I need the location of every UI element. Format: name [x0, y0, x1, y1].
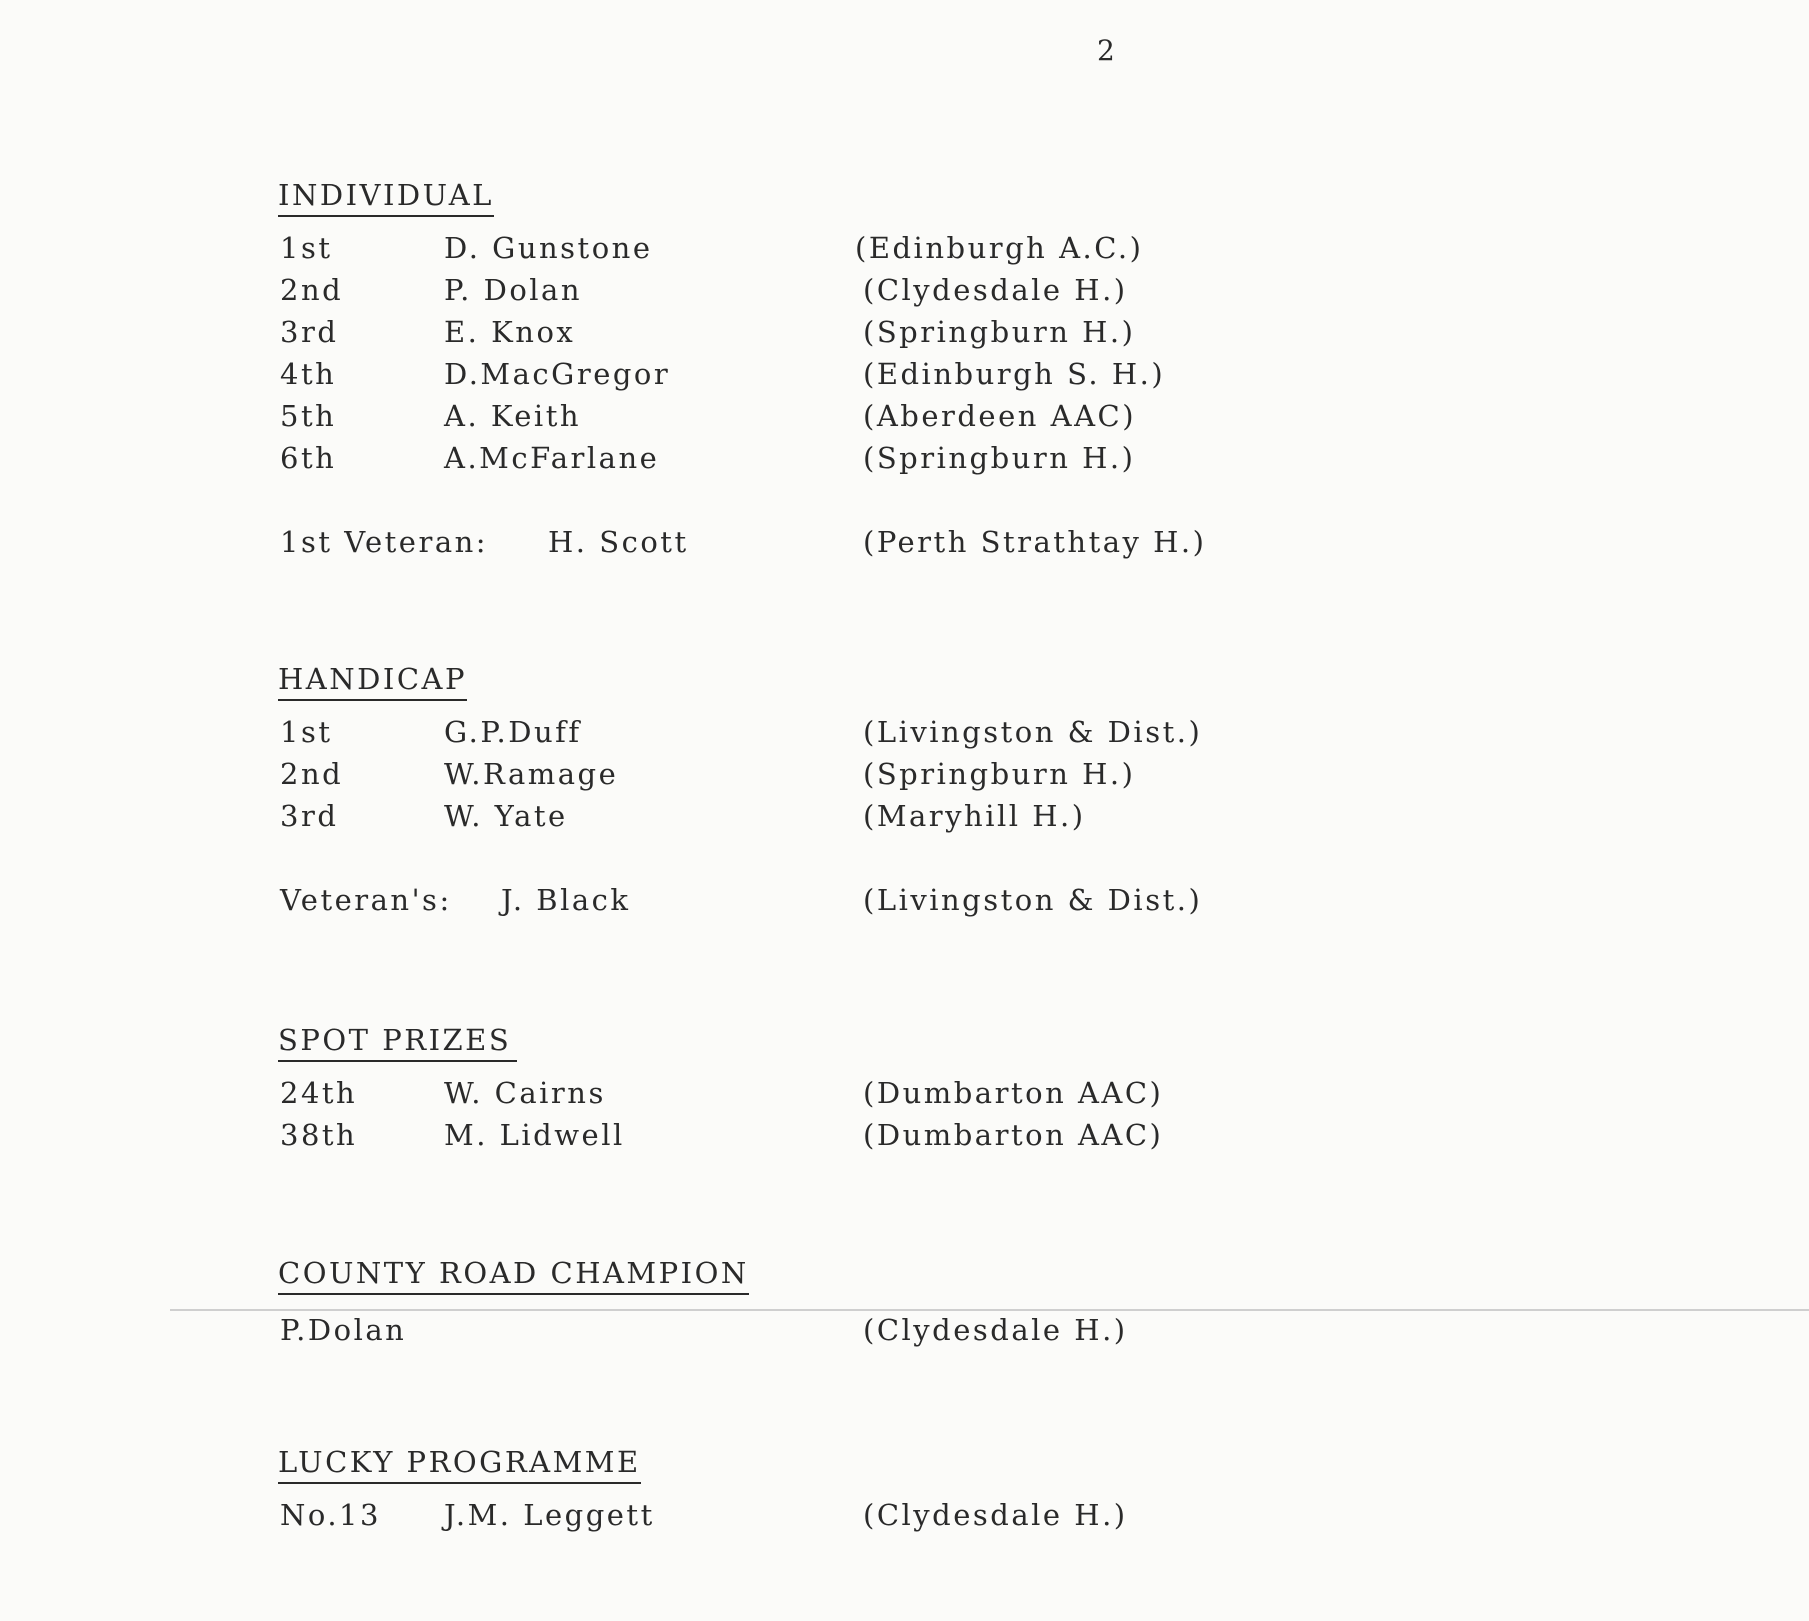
- veteran-label: 1st Veteran:: [280, 525, 489, 559]
- runner-name: A. Keith: [444, 399, 582, 433]
- club-name: (Perth Strathtay H.): [863, 525, 1207, 559]
- individual-row: [278, 315, 1136, 357]
- runner-name: D. Gunstone: [444, 231, 653, 265]
- spot-prize-row: [278, 1118, 1164, 1160]
- handicap-veteran-row: [278, 883, 1203, 925]
- individual-row: [278, 273, 1128, 315]
- handicap-row: [278, 799, 1086, 841]
- runner-name: J.M. Leggett: [444, 1498, 655, 1532]
- position: 1st: [280, 231, 333, 265]
- club-name: (Dumbarton AAC): [863, 1076, 1164, 1110]
- position: 24th: [280, 1076, 358, 1110]
- position: 1st: [280, 715, 333, 749]
- lucky-programme-section: [278, 1445, 1128, 1540]
- spot-prize-row: [278, 1076, 1164, 1118]
- individual-row: [278, 399, 1137, 441]
- individual-section: [278, 178, 1207, 567]
- individual-row: [278, 441, 1136, 483]
- county-road-champion-section: [278, 1256, 1128, 1355]
- spot-prizes-heading: SPOT PRIZES: [278, 1023, 517, 1062]
- club-name: (Aberdeen AAC): [863, 399, 1137, 433]
- lucky-programme-row: [278, 1498, 1128, 1540]
- club-name: (Edinburgh S. H.): [863, 357, 1166, 391]
- runner-name: E. Knox: [444, 315, 576, 349]
- lucky-programme-heading: LUCKY PROGRAMME: [278, 1445, 641, 1484]
- individual-row: [278, 231, 1144, 273]
- champion-row: [278, 1313, 1128, 1355]
- individual-heading: INDIVIDUAL: [278, 178, 494, 217]
- position: 2nd: [280, 273, 344, 307]
- individual-veteran-row: [278, 525, 1207, 567]
- county-road-champion-heading: COUNTY ROAD CHAMPION: [278, 1256, 749, 1295]
- runner-name: W. Cairns: [444, 1076, 606, 1110]
- runner-name: W.Ramage: [444, 757, 619, 791]
- individual-row: [278, 357, 1166, 399]
- position: 5th: [280, 399, 337, 433]
- handicap-row: [278, 757, 1136, 799]
- club-name: (Edinburgh A.C.): [855, 231, 1144, 265]
- position: 3rd: [280, 315, 339, 349]
- club-name: (Clydesdale H.): [863, 1313, 1128, 1347]
- club-name: (Springburn H.): [863, 315, 1136, 349]
- handicap-heading: HANDICAP: [278, 662, 467, 701]
- runner-name: P.Dolan: [280, 1313, 407, 1347]
- position: 3rd: [280, 799, 339, 833]
- runner-name: A.McFarlane: [444, 441, 660, 475]
- runner-name: M. Lidwell: [444, 1118, 625, 1152]
- club-name: (Livingston & Dist.): [863, 883, 1203, 917]
- programme-number: No.13: [280, 1498, 381, 1532]
- veteran-name: H. Scott: [548, 525, 689, 559]
- page-number: 2: [1097, 34, 1117, 67]
- runner-name: W. Yate: [444, 799, 568, 833]
- club-name: (Livingston & Dist.): [863, 715, 1203, 749]
- club-name: (Dumbarton AAC): [863, 1118, 1164, 1152]
- position: 6th: [280, 441, 337, 475]
- veteran-name: J. Black: [501, 883, 631, 917]
- club-name: (Springburn H.): [863, 757, 1136, 791]
- handicap-row: [278, 715, 1203, 757]
- club-name: (Springburn H.): [863, 441, 1136, 475]
- club-name: (Clydesdale H.): [863, 1498, 1128, 1532]
- runner-name: G.P.Duff: [444, 715, 582, 749]
- club-name: (Maryhill H.): [863, 799, 1086, 833]
- veteran-label: Veteran's:: [280, 883, 452, 917]
- runner-name: P. Dolan: [444, 273, 583, 307]
- position: 4th: [280, 357, 337, 391]
- club-name: (Clydesdale H.): [863, 273, 1128, 307]
- position: 2nd: [280, 757, 344, 791]
- spot-prizes-section: [278, 1023, 1164, 1160]
- position: 38th: [280, 1118, 358, 1152]
- handicap-section: [278, 662, 1203, 925]
- runner-name: D.MacGregor: [444, 357, 671, 391]
